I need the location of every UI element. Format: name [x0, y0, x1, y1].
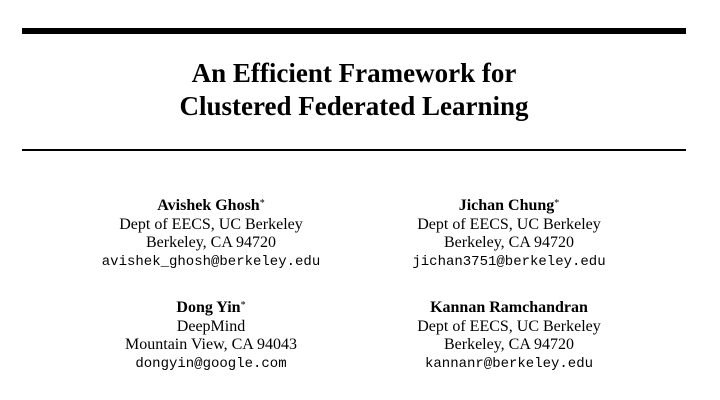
top-rule: [22, 28, 686, 34]
author-location: Berkeley, CA 94720: [443, 234, 575, 251]
title-line-2: Clustered Federated Learning: [179, 91, 529, 121]
author-email: kannanr@berkeley.edu: [424, 355, 594, 372]
author-name: Dong Yin: [176, 299, 241, 316]
equal-contribution-mark: *: [554, 198, 560, 209]
author-email: jichan3751@berkeley.edu: [412, 253, 606, 270]
author-name: Avishek Ghosh: [157, 197, 260, 214]
title-bottom-rule: [22, 149, 686, 151]
author-block: [90, 299, 332, 373]
author-block: [90, 197, 332, 271]
author-block: [388, 299, 630, 373]
author-email: dongyin@google.com: [135, 355, 287, 372]
author-affiliation: DeepMind: [176, 317, 246, 335]
author-affiliation: Dept of EECS, UC Berkeley: [417, 215, 601, 233]
author-location: Mountain View, CA 94043: [125, 336, 297, 353]
author-email: avishek_ghosh@berkeley.edu: [101, 253, 321, 270]
author-location: Berkeley, CA 94720: [145, 234, 277, 251]
equal-contribution-mark: *: [240, 300, 246, 311]
author-name: Kannan Ramchandran: [430, 299, 588, 316]
equal-contribution-mark: *: [259, 198, 265, 209]
author-location: Berkeley, CA 94720: [443, 336, 575, 353]
title-line-1: An Efficient Framework for: [191, 58, 517, 88]
paper-title: [22, 57, 686, 123]
author-affiliation: Dept of EECS, UC Berkeley: [417, 317, 601, 335]
author-name: Jichan Chung: [458, 197, 555, 214]
author-affiliation: Dept of EECS, UC Berkeley: [119, 215, 303, 233]
author-block: [388, 197, 630, 271]
